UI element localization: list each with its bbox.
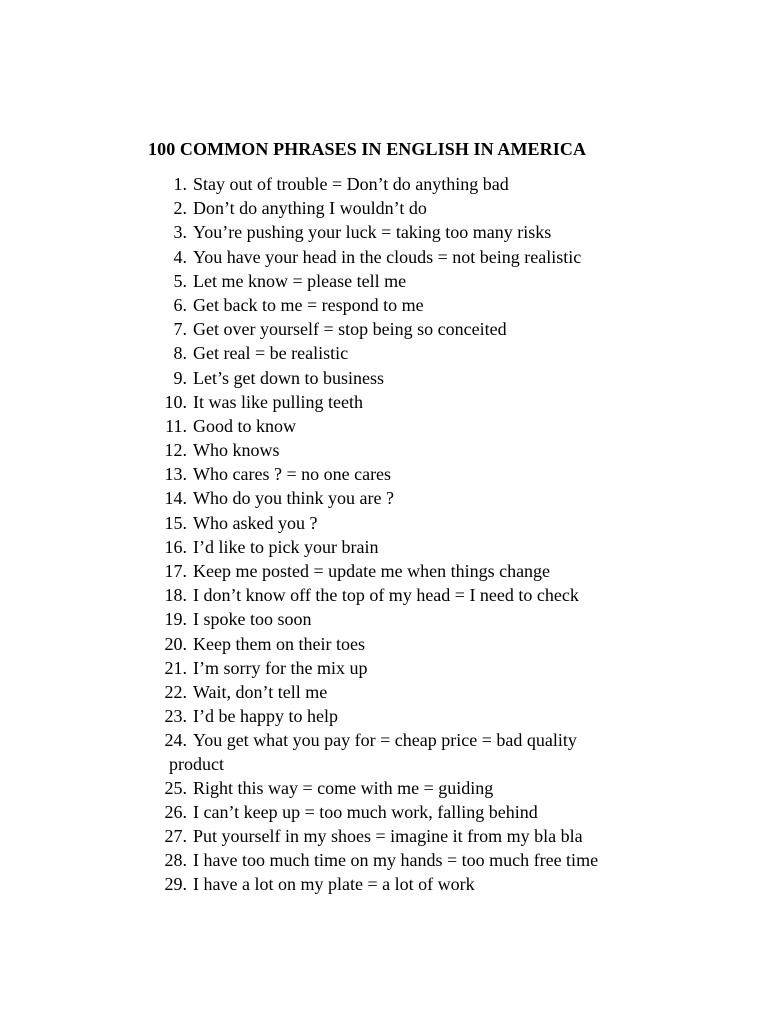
item-phrase: I can’t keep up = too much work, falling behind: [193, 801, 538, 822]
item-phrase: Let me know = please tell me: [193, 270, 407, 291]
list-item: [0, 583, 768, 607]
item-text: [193, 704, 338, 728]
item-text: [193, 535, 378, 559]
item-phrase: Keep them on their toes: [193, 633, 365, 654]
item-phrase: I spoke too soon: [193, 609, 312, 630]
item-text: [193, 220, 551, 244]
item-text: [193, 293, 424, 317]
item-number: 19.: [164, 609, 187, 630]
item-number: 11.: [165, 415, 187, 436]
item-number: 26.: [164, 801, 187, 822]
item-text: [193, 462, 391, 486]
item-number: 16.: [164, 536, 187, 557]
item-text: [193, 486, 394, 510]
item-phrase: Get over yourself = stop being so conceited: [193, 319, 507, 340]
item-number: 20.: [164, 633, 187, 654]
item-phrase: I don’t know off the top of my head = I need to check: [193, 585, 579, 606]
item-phrase: I’m sorry for the mix up: [193, 657, 368, 678]
list-item: [0, 269, 768, 293]
item-phrase: Let’s get down to business: [193, 367, 384, 388]
list-item: [0, 341, 768, 365]
item-text: [193, 317, 507, 341]
list-item: [0, 245, 768, 269]
item-text: [193, 390, 363, 414]
page-title: 100 COMMON PHRASES IN ENGLISH IN AMERICA: [148, 139, 587, 159]
item-text: [193, 583, 579, 607]
item-text: [193, 800, 538, 824]
item-phrase: Who asked you ?: [193, 512, 318, 533]
item-number: 28.: [164, 850, 187, 871]
item-phrase: You have your head in the clouds = not being realistic: [193, 246, 582, 267]
item-number: 3.: [173, 222, 187, 243]
item-phrase: Who knows: [193, 440, 280, 461]
item-phrase: Stay out of trouble = Don’t do anything bad: [193, 174, 509, 194]
item-phrase: Wait, don’t tell me: [193, 681, 328, 702]
item-text: [193, 511, 317, 535]
item-phrase: It was like pulling teeth: [193, 391, 363, 412]
item-number: 23.: [164, 706, 187, 727]
item-text: [193, 366, 384, 390]
list-item: [0, 680, 768, 704]
item-text: [193, 196, 427, 220]
item-number: 8.: [173, 343, 187, 364]
list-item: [0, 559, 768, 583]
item-text: [193, 680, 327, 704]
item-number: 10.: [164, 391, 187, 412]
item-phrase: Keep me posted = update me when things change: [193, 561, 551, 581]
list-item: [0, 414, 768, 438]
list-item: [0, 220, 768, 244]
item-text: [193, 438, 280, 462]
item-text: [193, 656, 367, 680]
item-number: 29.: [164, 874, 187, 895]
list-item: [0, 486, 768, 510]
item-number: 9.: [173, 367, 187, 388]
phrase-list: [0, 172, 768, 897]
item-phrase: Who cares ? = no one cares: [193, 464, 392, 485]
list-item: [0, 390, 768, 414]
item-phrase: Get back to me = respond to me: [193, 294, 424, 315]
list-item: [0, 535, 768, 559]
item-text: [193, 872, 475, 896]
item-phrase: Don’t do anything I wouldn’t do: [193, 198, 427, 219]
item-phrase-continuation: product: [169, 754, 224, 775]
list-item: [0, 848, 768, 872]
item-number: 14.: [164, 488, 187, 509]
item-text: [193, 824, 583, 848]
item-number: 7.: [173, 319, 187, 340]
item-number: 4.: [173, 246, 187, 267]
item-phrase: I have a lot on my plate = a lot of work: [193, 874, 475, 895]
list-item: [0, 196, 768, 220]
item-text: [193, 269, 406, 293]
item-number: 12.: [164, 440, 187, 461]
item-number: 1.: [173, 174, 187, 194]
item-number: 17.: [164, 561, 187, 581]
item-number: 27.: [164, 826, 187, 847]
item-phrase: Put yourself in my shoes = imagine it from my bla bla: [193, 826, 583, 847]
item-phrase: Right this way = come with me = guiding: [193, 777, 494, 798]
item-text: [193, 341, 348, 365]
list-item: [0, 462, 768, 486]
item-number: 6.: [173, 294, 187, 315]
item-text: [193, 607, 312, 631]
list-item: [0, 317, 768, 341]
list-item: [0, 632, 768, 656]
list-item: [0, 824, 768, 848]
item-phrase: You’re pushing your luck = taking too many risks: [193, 222, 552, 243]
list-item: [0, 511, 768, 535]
item-number: 2.: [173, 198, 187, 219]
item-text: [193, 848, 598, 872]
list-item: [0, 438, 768, 462]
item-number: 5.: [173, 270, 187, 291]
item-number: 24.: [164, 730, 187, 751]
list-item: [0, 366, 768, 390]
item-text: [193, 559, 550, 583]
list-item: [0, 776, 768, 800]
list-item: [0, 800, 768, 824]
item-number: 18.: [164, 585, 187, 606]
item-number: 13.: [164, 464, 187, 485]
list-item: [0, 656, 768, 680]
list-item: [0, 172, 768, 196]
item-number: 22.: [164, 681, 187, 702]
item-text: [193, 414, 296, 438]
item-number: 15.: [164, 512, 187, 533]
item-phrase: I have too much time on my hands = too much free time: [193, 850, 599, 871]
item-number: 25.: [164, 777, 187, 798]
list-item: [0, 728, 768, 775]
item-text: [193, 632, 365, 656]
list-item: [0, 704, 768, 728]
list-item: [0, 607, 768, 631]
list-item: [0, 293, 768, 317]
item-text: [193, 245, 581, 269]
list-item: [0, 872, 768, 896]
item-phrase: You get what you pay for = cheap price = bad quality: [193, 730, 577, 751]
item-phrase: Who do you think you are ?: [193, 488, 394, 509]
item-number: 21.: [164, 657, 187, 678]
item-phrase: I’d be happy to help: [193, 706, 338, 727]
item-text: [193, 776, 493, 800]
item-phrase: Good to know: [193, 415, 296, 436]
item-text: [193, 172, 509, 196]
item-phrase: Get real = be realistic: [193, 343, 349, 364]
item-phrase: I’d like to pick your brain: [193, 536, 379, 557]
